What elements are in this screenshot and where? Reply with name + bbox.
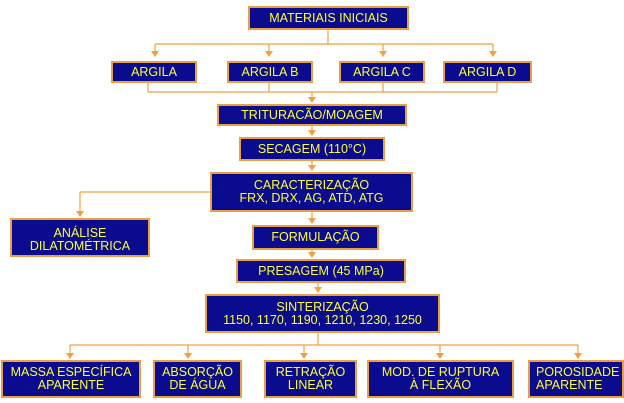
massa-especifica-box bbox=[1, 360, 141, 398]
argila-label: ARGILA bbox=[131, 64, 177, 79]
caracterizacao-box bbox=[210, 172, 413, 212]
sinterizacao-title: SINTERIZAÇÃO bbox=[276, 300, 369, 314]
absorcao-box bbox=[153, 360, 242, 398]
argila-box bbox=[111, 61, 197, 83]
analise-line1: ANÁLISE bbox=[53, 226, 107, 240]
materiais-iniciais-box bbox=[248, 6, 409, 30]
retracao-line2: LINEAR bbox=[287, 378, 334, 392]
analise-box bbox=[10, 218, 150, 257]
modulo-ruptura-box bbox=[367, 360, 514, 398]
analise-line2: DILATOMÉTRICA bbox=[29, 239, 131, 253]
argila-d-label: ARGILA D bbox=[458, 64, 517, 79]
presagem-label: PRESAGEM (45 MPa) bbox=[258, 263, 384, 278]
massa-especifica-line2: APARENTE bbox=[37, 378, 105, 392]
secagem-label: SECAGEM (110°C) bbox=[257, 141, 367, 156]
massa-especifica-line1: MASSA ESPECÍFICA bbox=[10, 365, 132, 379]
caracterizacao-title: CARACTERIZAÇÃO bbox=[253, 178, 370, 192]
materiais-iniciais-label: MATERIAIS INICIAIS bbox=[269, 10, 388, 25]
trituracao-box bbox=[217, 104, 407, 126]
argila-b-box bbox=[227, 61, 313, 83]
porosidade-box bbox=[528, 360, 624, 398]
trituracao-label: TRITURACÃO/MOAGEM bbox=[241, 107, 383, 122]
formulacao-box bbox=[252, 225, 379, 250]
absorcao-line2: DE ÁGUA bbox=[169, 378, 226, 392]
absorcao-line1: ABSORÇÃO bbox=[162, 365, 233, 379]
retracao-line1: RETRAÇÃO bbox=[275, 365, 346, 379]
modulo-ruptura-line2: À FLEXÃO bbox=[409, 378, 472, 392]
porosidade-line2: APARENTE bbox=[536, 378, 603, 392]
secagem-box bbox=[239, 137, 385, 161]
argila-b-label: ARGILA B bbox=[241, 64, 299, 79]
retracao-box bbox=[264, 360, 357, 398]
argila-c-label: ARGILA C bbox=[353, 64, 411, 79]
sinterizacao-box bbox=[205, 294, 440, 333]
argila-c-box bbox=[339, 61, 425, 83]
argila-d-box bbox=[443, 61, 532, 83]
formulacao-label: FORMULAÇÃO bbox=[271, 230, 360, 244]
caracterizacao-detail: FRX, DRX, AG, ATD, ATG bbox=[239, 191, 384, 205]
modulo-ruptura-line1: MOD. DE RUPTURA bbox=[381, 365, 500, 379]
porosidade-line1: POROSIDADE bbox=[536, 365, 620, 379]
presagem-box bbox=[236, 259, 406, 283]
sinterizacao-detail: 1150, 1170, 1190, 1210, 1230, 1250 bbox=[223, 313, 422, 327]
